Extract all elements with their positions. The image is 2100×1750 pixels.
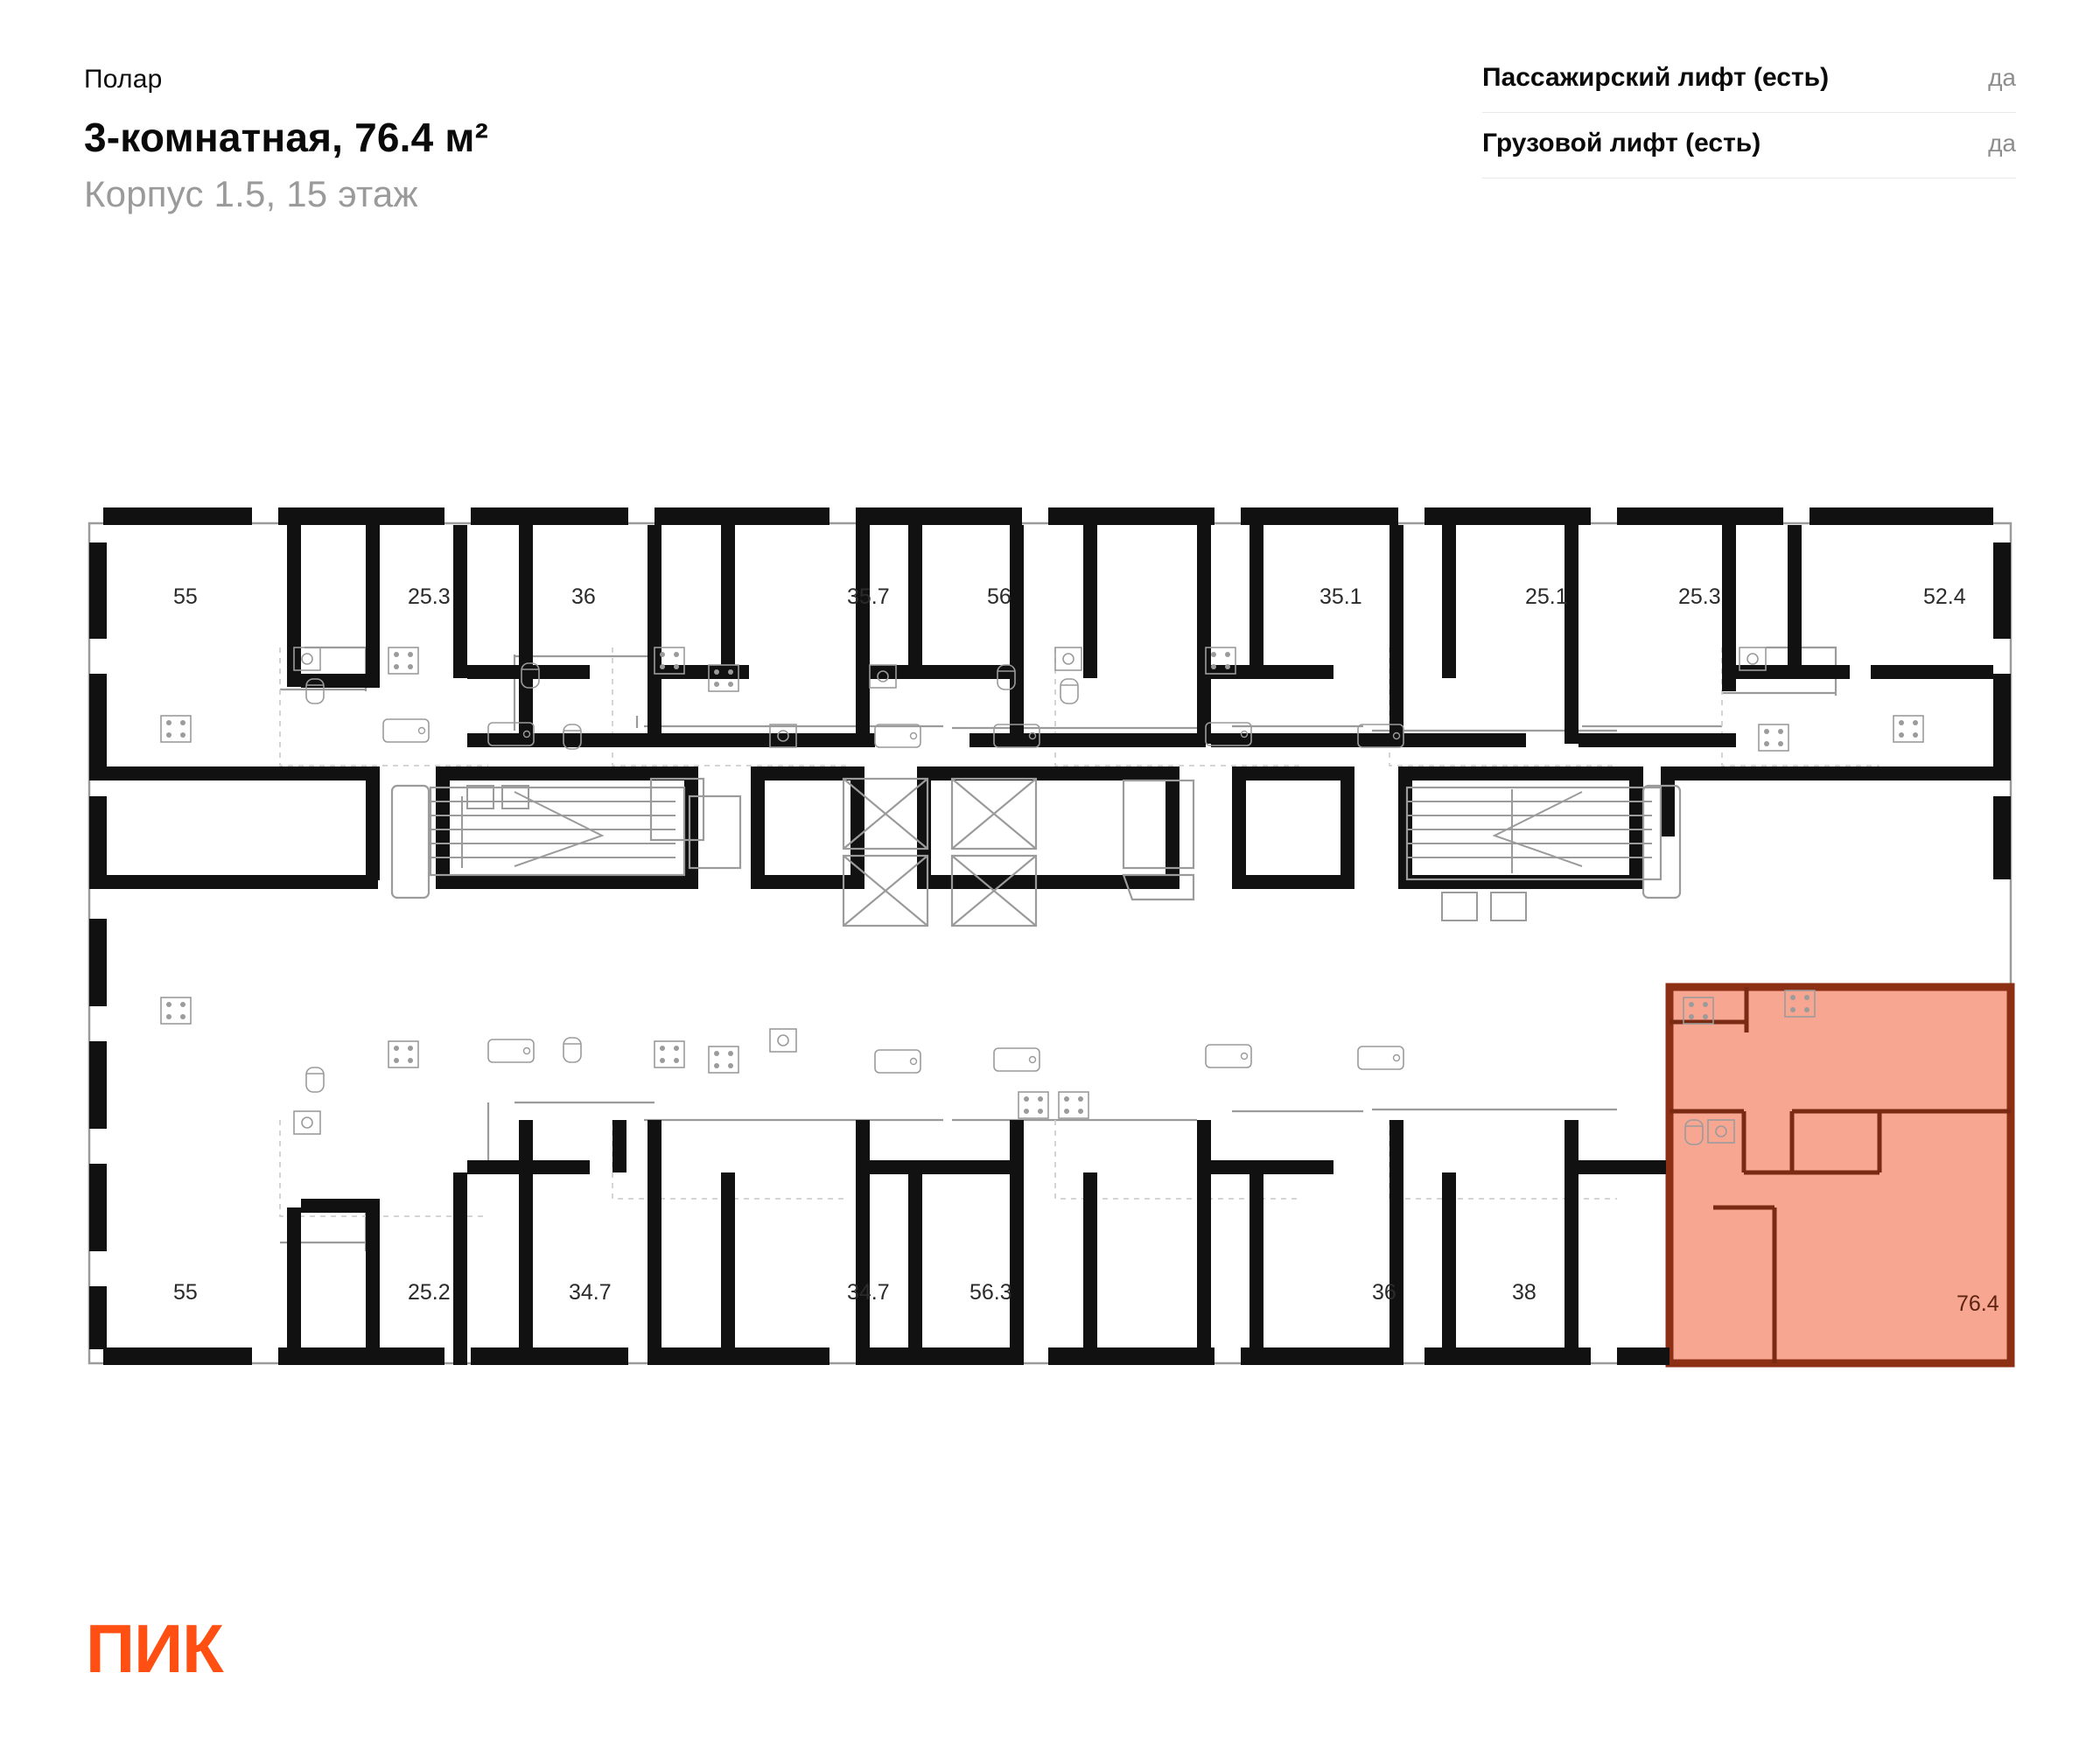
complex-name: Полар — [84, 65, 163, 94]
area-label: 36 — [571, 584, 596, 609]
area-label: 34.7 — [569, 1280, 612, 1305]
area-label-selected: 76.4 — [1956, 1292, 1999, 1316]
area-label: 55 — [173, 1280, 198, 1305]
pik-logo: ПИК — [86, 1610, 223, 1687]
area-label: 35.1 — [1320, 584, 1362, 609]
specs-table — [1482, 58, 2016, 178]
area-label: 25.3 — [408, 584, 451, 609]
area-label: 56 — [987, 584, 1012, 609]
area-label: 25.1 — [1525, 584, 1568, 609]
area-label: 55 — [173, 584, 198, 609]
page-subtitle: Корпус 1.5, 15 этаж — [84, 173, 418, 214]
page-header — [84, 65, 1134, 215]
spec-value-passenger-lift: да — [1988, 64, 2016, 91]
fixtures-lower — [161, 998, 1404, 1134]
spec-value-cargo-lift: да — [1988, 130, 2016, 157]
spec-row — [1482, 58, 2016, 113]
spec-label-cargo-lift: Грузовой лифт (есть) — [1482, 129, 1761, 158]
page-title: 3-комнатная, 76.4 м² — [84, 115, 489, 160]
area-label: 36 — [1372, 1280, 1396, 1305]
building-core — [392, 779, 1680, 926]
spec-row — [1482, 113, 2016, 178]
highlighted-apartment[interactable] — [1670, 987, 2011, 1363]
area-label: 52.4 — [1923, 584, 1966, 609]
area-label: 56.3 — [970, 1280, 1012, 1305]
area-label: 38 — [1512, 1280, 1536, 1305]
area-label: 35.7 — [847, 584, 890, 609]
floor-plan — [77, 508, 2025, 1391]
spec-label-passenger-lift: Пассажирский лифт (есть) — [1482, 63, 1830, 92]
area-label: 34.7 — [847, 1280, 890, 1305]
area-label: 25.2 — [408, 1280, 451, 1305]
area-label: 25.3 — [1678, 584, 1721, 609]
